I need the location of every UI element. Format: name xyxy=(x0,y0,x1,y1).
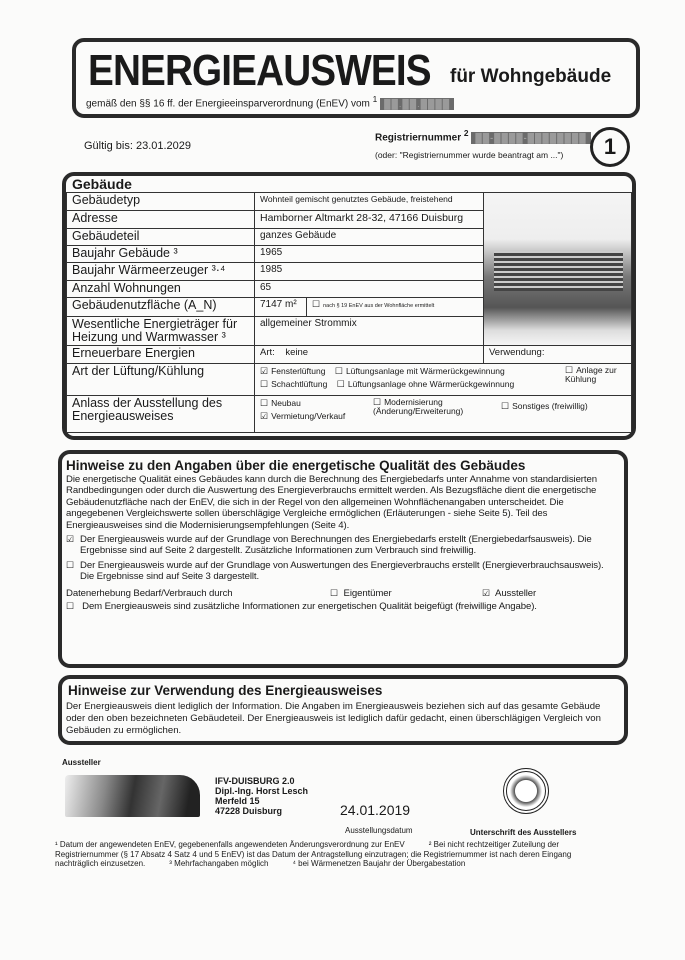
option-owner[interactable] xyxy=(330,588,482,599)
row-label: Baujahr Gebäude ³ xyxy=(67,246,255,263)
footnote-mark: 1 xyxy=(372,94,378,104)
checkbox[interactable]: ☐ xyxy=(330,587,338,598)
option-neubau[interactable] xyxy=(260,398,301,408)
document-title: ENERGIEAUSWEIS xyxy=(88,46,431,95)
option-consumption-certificate[interactable] xyxy=(66,560,618,583)
option-label: Vermietung/Verkauf xyxy=(271,411,346,421)
option-label: Der Energieausweis wurde auf der Grundlage von Auswertungen des Energieverbrauchs erstellt (Energieverbrauchsausweis). Die Ergebnisse sind auf Seite 3 dargestellt. xyxy=(80,559,604,583)
option-demand-certificate[interactable] xyxy=(66,534,618,557)
checkbox[interactable]: ☐ xyxy=(334,366,343,376)
row-label: Gebäudeteil xyxy=(67,229,255,246)
usage-notes-section xyxy=(58,675,628,745)
issuer-line: 47228 Duisburg xyxy=(215,806,283,816)
option-lueftung-ohne-wrg[interactable] xyxy=(337,379,514,389)
document-subtitle: für Wohngebäude xyxy=(450,66,612,87)
signature-label: Unterschrift des Ausstellers xyxy=(470,828,577,837)
row-value: Wohnteil gemischt genutztes Gebäude, freistehend xyxy=(255,193,484,211)
option-label: Modernisierung (Änderung/Erweiterung) xyxy=(373,397,464,416)
building-table xyxy=(66,192,632,433)
footnote-1: ¹ Datum der angewendeten EnEV, gegebenenfalls angewendeten Änderungsverordnung zur EnEV xyxy=(55,840,405,849)
art-label: Art: xyxy=(260,347,275,358)
option-label: Neubau xyxy=(271,398,301,408)
option-lueftung-mit-wrg[interactable] xyxy=(335,366,505,376)
row-value: ganzes Gebäude xyxy=(255,229,484,246)
option-label: Der Energieausweis wurde auf der Grundlage von Berechnungen des Energiebedarfs erstellt (Energiebedarfsausweis). Die Ergebnisse sind auf Seite 2 dargestellt. Zusätzliche Informationen zum Verbrauch sind freiwillig. xyxy=(80,534,592,557)
legal-text: gemäß den §§ 16 ff. der Energieeinsparverordnung (EnEV) vom xyxy=(86,98,370,110)
valid-until: Gültig bis: 23.01.2029 xyxy=(84,140,192,152)
row-value: Hamborner Altmarkt 28-32, 47166 Duisburg xyxy=(255,211,484,229)
checkbox[interactable]: ☐ xyxy=(312,299,321,309)
option-label: Eigentümer xyxy=(343,587,392,599)
row-value: 1985 xyxy=(255,263,484,281)
table-row xyxy=(67,193,632,211)
option-label: nach § 19 EnEV aus der Wohnfläche ermittelt xyxy=(323,303,435,309)
option-additional-info[interactable] xyxy=(66,601,618,612)
data-collection-label: Datenerhebung Bedarf/Verbrauch durch xyxy=(66,587,233,599)
registration-number xyxy=(375,128,591,144)
issue-date-label: Ausstellungsdatum xyxy=(345,826,413,835)
option-label: Aussteller xyxy=(495,587,537,599)
checkbox-checked[interactable]: ☑ xyxy=(482,587,490,598)
option-label: Lüftungsanlage mit Wärmerückgewinnung xyxy=(345,366,505,376)
registration-label: Registriernummer xyxy=(375,132,462,144)
section-title: Hinweise zu den Angaben über die energetische Qualität des Gebäudes xyxy=(66,458,526,473)
quality-intro: Die energetische Qualität eines Gebäudes kann durch die Berechnung des Energiebedarfs unter Annahme von standardisierten Randbedingungen oder durch die Auswertung des Energieverbrauchs ermittelt werden. Als Bezugsfläche dient die energetische Gebäudenutzfläche nach der EnEV, die sich in der Regel von den allgemeinen Wohnflächenangaben unterscheidet. Die angegebenen Vergleichswerte sollen überschlägige Vergleiche ermöglichen (Erläuterungen - siehe Seite 5). Teil des Energieausweises sind die Modernisierungsempfehlungen (Seite 4). xyxy=(66,474,597,531)
row-label: Art der Lüftung/Kühlung xyxy=(67,364,255,396)
issuer-line: Dipl.-Ing. Horst Lesch xyxy=(215,786,309,796)
issuer-line: Merfeld 15 xyxy=(215,796,260,806)
redacted-registration: ██-████-████████ xyxy=(471,132,590,144)
registration-note: (oder: "Registriernummer wurde beantragt am ...") xyxy=(375,150,564,160)
use-label: Verwendung: xyxy=(484,346,632,364)
section-title: Gebäude xyxy=(72,176,132,192)
option-sonstiges[interactable] xyxy=(501,400,588,413)
checkbox[interactable]: ☐ xyxy=(565,365,574,375)
row-value: 7147 m² xyxy=(255,298,307,317)
row-label: Baujahr Wärmeerzeuger ³·⁴ xyxy=(67,263,255,281)
table-row xyxy=(67,396,632,433)
row-label: Anlass der Ausstellung des Energieausweises xyxy=(67,396,255,433)
row-label: Wesentliche Energieträger für Heizung und Warmwasser ³ xyxy=(67,317,255,346)
row-value: allgemeiner Strommix xyxy=(255,317,484,346)
issue-date: 24.01.2019 xyxy=(340,802,411,818)
table-row xyxy=(67,364,632,396)
row-label: Gebäudetyp xyxy=(67,193,255,211)
wohnflaeche-option[interactable] xyxy=(307,298,484,317)
building-section xyxy=(62,172,636,440)
option-vermietung[interactable] xyxy=(260,411,345,421)
section-title: Hinweise zur Verwendung des Energieausweises xyxy=(68,683,383,698)
option-label: Anlage zur Kühlung xyxy=(565,365,617,384)
issuer-label: Aussteller xyxy=(62,758,101,767)
checkbox[interactable]: ☐ xyxy=(501,401,510,411)
row-label: Adresse xyxy=(67,211,255,229)
option-label: Sonstiges (freiwillig) xyxy=(512,401,588,411)
checkbox[interactable]: ☐ xyxy=(66,601,74,612)
table-row xyxy=(67,346,632,364)
footnotes xyxy=(55,840,645,869)
option-modernisierung[interactable] xyxy=(373,398,493,416)
building-facade xyxy=(494,251,623,291)
checkbox-checked[interactable]: ☑ xyxy=(66,534,74,545)
building-photo xyxy=(484,193,632,346)
checkbox[interactable]: ☐ xyxy=(373,397,382,407)
legal-basis xyxy=(86,94,454,110)
footnote-mark: 2 xyxy=(463,128,469,138)
checkbox-checked[interactable]: ☑ xyxy=(260,411,269,421)
option-label: Schachtlüftung xyxy=(271,379,328,389)
issuer-logo xyxy=(65,775,200,817)
row-label: Gebäudenutzfläche (A_N) xyxy=(67,298,255,317)
art-value: keine xyxy=(285,347,309,358)
issuer-address xyxy=(215,776,308,816)
row-label: Anzahl Wohnungen xyxy=(67,281,255,298)
checkbox[interactable]: ☐ xyxy=(66,559,74,570)
row-label: Erneuerbare Energien xyxy=(67,346,255,364)
issuer-line: IFV-DUISBURG 2.0 xyxy=(215,776,295,786)
checkbox[interactable]: ☐ xyxy=(260,398,269,408)
quality-notes-content xyxy=(66,457,618,612)
checkbox-checked[interactable]: ☑ xyxy=(260,366,269,376)
option-kuehlung[interactable] xyxy=(565,366,625,384)
row-value: 1965 xyxy=(255,246,484,263)
header-box xyxy=(72,38,640,118)
footnote-2c: nachträglich einzusetzen. xyxy=(55,859,146,868)
data-collection-row xyxy=(66,588,618,599)
page-number: 1 xyxy=(590,127,630,167)
option-label: Lüftungsanlage ohne Wärmerückgewinnung xyxy=(347,379,515,389)
option-label: Dem Energieausweis sind zusätzliche Informationen zur energetischen Qualität beigefügt (freiwillige Angabe). xyxy=(82,601,537,613)
option-fensterlueftung[interactable] xyxy=(260,366,325,376)
row-value: 65 xyxy=(255,281,484,298)
option-schachtlueftung[interactable] xyxy=(260,379,327,389)
footnote-2a: ² Bei nicht rechtzeitiger Zuteilung der xyxy=(428,840,560,849)
usage-text: Der Energieausweis dient lediglich der Information. Die Angaben im Energieausweis beziehen sich auf das gesamte Gebäude oder den oben bezeichneten Gebäudeteil. Der Energieausweis ist lediglich dafür gedacht, einen überschlägigen Vergleich von Gebäuden zu ermöglichen. xyxy=(66,701,601,736)
footnote-3: ³ Mehrfachangaben möglich xyxy=(169,859,269,868)
option-issuer[interactable] xyxy=(482,588,536,599)
checkbox[interactable]: ☐ xyxy=(260,379,269,389)
option-label: Fensterlüftung xyxy=(271,366,326,376)
footnote-2b: Registriernummer (§ 17 Absatz 4 Satz 4 und 5 EnEV) ist das Datum der Antragstellung einzutragen; die Registriernummer ist nach deren Eingang xyxy=(55,849,572,859)
quality-notes-section xyxy=(58,450,628,668)
official-stamp xyxy=(503,768,549,814)
redacted-date: ██.██.████ xyxy=(380,98,454,110)
footnote-4: ⁴ bei Wärmenetzen Baujahr der Übergabestation xyxy=(292,859,466,868)
checkbox[interactable]: ☐ xyxy=(336,379,345,389)
